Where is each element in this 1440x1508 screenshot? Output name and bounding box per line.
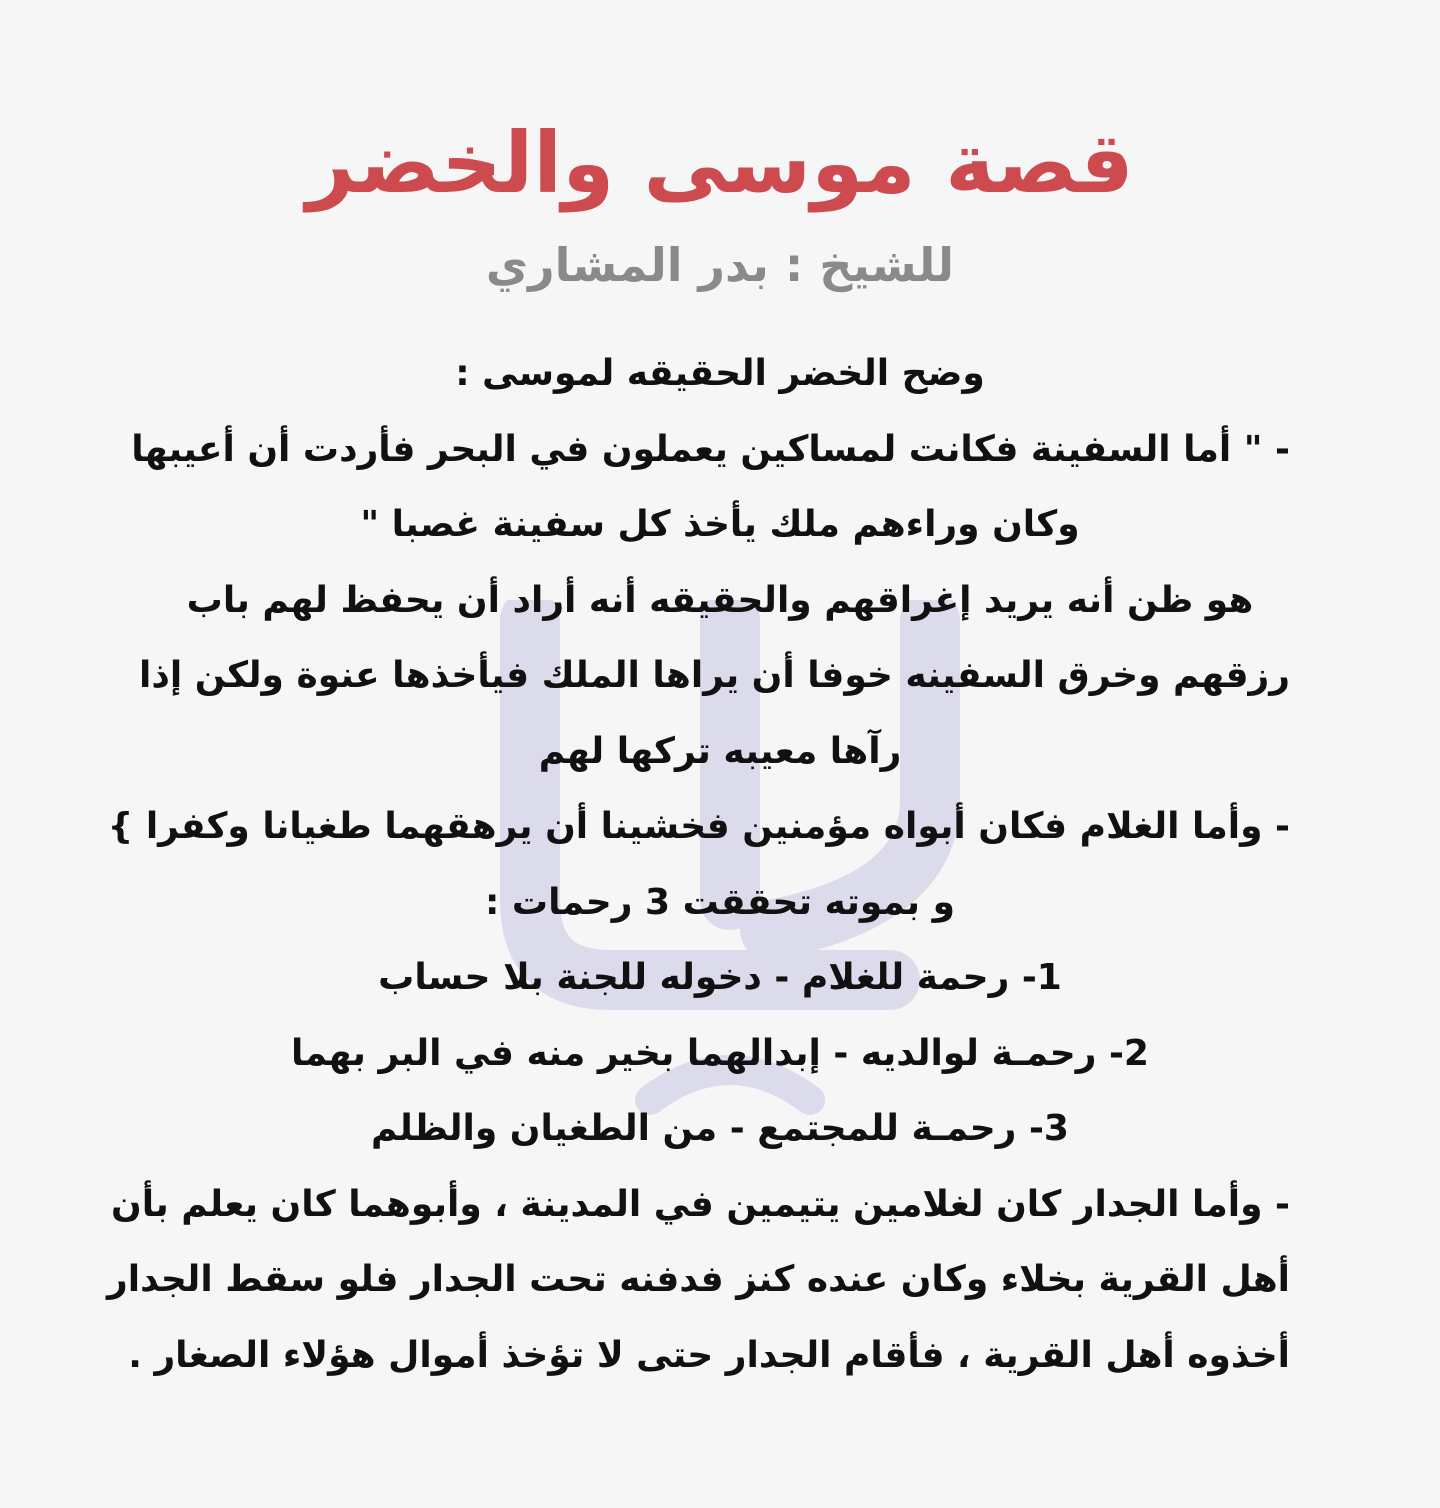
text-line: - وأما الجدار كان لغلامين يتيمين في المدينة ، وأبوهما كان يعلم بأن: [110, 1183, 1290, 1225]
text-line: و بموته تحققت 3 رحمات :: [485, 881, 955, 923]
story-text: [107, 336, 1290, 1393]
text-line: - وأما الغلام فكان أبواه مؤمنين فخشينا أن يرهقهما طغيانا وكفرا }: [107, 806, 1290, 847]
text-line: 1- رحمة للغلام - دخوله للجنة بلا حساب: [378, 957, 1062, 998]
text-line: وضح الخضر الحقيقه لموسى :: [455, 353, 985, 394]
text-line: رزقهم وخرق السفينه خوفا أن يراها الملك فيأخذها عنوة ولكن إذا: [139, 655, 1290, 696]
text-line: 2- رحمـة لوالديه - إبدالهما بخير منه في البر بهما: [291, 1032, 1149, 1074]
text-line: أخذوه أهل القرية ، فأقام الجدار حتى لا تؤخذ أموال هؤلاء الصغار .: [128, 1334, 1290, 1376]
text-line: هو ظن أنه يريد إغراقهم والحقيقه أنه أراد أن يحفظ لهم باب: [186, 579, 1254, 621]
text-line: رآها معيبه تركها لهم: [538, 730, 902, 772]
page-title: قصة موسى والخضر: [306, 114, 1134, 212]
text-line: 3- رحمـة للمجتمع - من الطغيان والظلم: [371, 1108, 1069, 1149]
text-line: وكان وراءهم ملك يأخذ كل سفينة غصبا ": [360, 504, 1080, 545]
text-line: أهل القرية بخلاء وكان عنده كنز فدفنه تحت الجدار فلو سقط الجدار: [107, 1259, 1290, 1300]
page-subtitle: للشيخ : بدر المشاري: [485, 238, 955, 292]
text-line: - " أما السفينة فكانت لمساكين يعملون في البحر فأردت أن أعيبها: [131, 428, 1290, 470]
